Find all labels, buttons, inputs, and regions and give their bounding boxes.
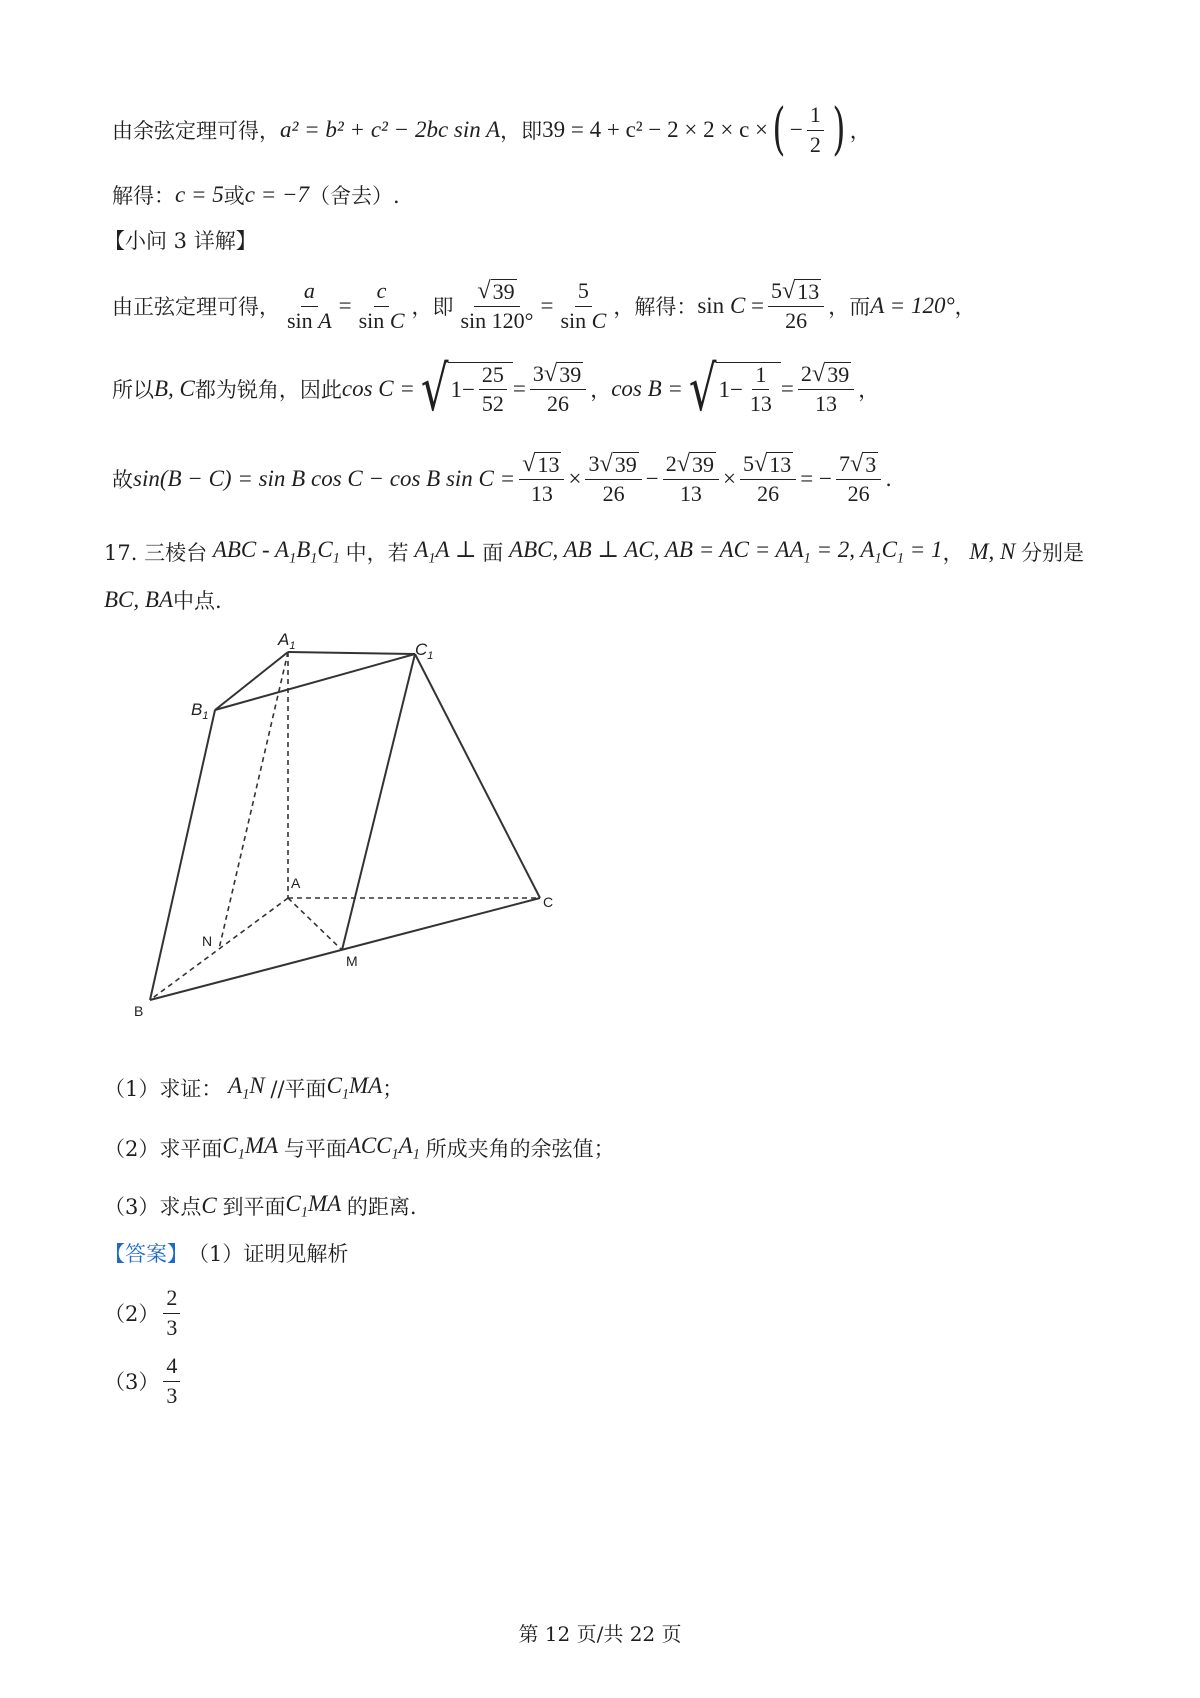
solve-line xyxy=(112,180,1140,210)
cos-intro: 所以 xyxy=(112,378,154,402)
label-A: A xyxy=(291,875,301,891)
edge-A1-N xyxy=(219,652,288,949)
page-footer: 第 12 页/共 22 页 xyxy=(518,1622,682,1646)
cosine-end: ， xyxy=(849,119,871,143)
solve-c2: c = −7 xyxy=(244,182,309,207)
cos-sep: ， xyxy=(590,378,612,402)
sine-jiede: ，解得： xyxy=(613,295,698,319)
edge-A-B xyxy=(150,898,288,1000)
cos-values-line: 所以 B, C 都为锐角，因此 cos C = √ 1− $\frac{25}{52}$ = 3 √ 39 26 ， cos B = √ 1− $\frac{1}{13}$ = 2 √ 39 13 ， xyxy=(112,352,880,425)
cosC-label: cos C = xyxy=(341,376,415,401)
p17-if: 中，若 xyxy=(345,541,409,565)
neg-half-fraction: $\frac{1}{2}$ xyxy=(807,103,824,156)
q2-prefix: （2）求平面 xyxy=(104,1137,223,1161)
label-C1: $C_1$ xyxy=(415,640,434,662)
p17-comma: ， xyxy=(942,541,964,565)
edge-A1-B1 xyxy=(215,652,288,710)
question-3: （3）求点 C 到平面 $C_1MA$ 的距离. xyxy=(104,1190,417,1221)
q2-end: 所成夹角的余弦值； xyxy=(425,1137,615,1161)
p17-intro: 17. 三棱台 xyxy=(104,541,208,565)
sine-ji: ，即 xyxy=(411,295,454,319)
cosB-label: cos B = xyxy=(611,376,683,401)
p17-midpoints: 中点. xyxy=(173,589,222,613)
edge-A1-C1 xyxy=(288,652,415,654)
cos-acute: 都为锐角，因此 xyxy=(194,378,342,402)
label-B1: $B_1$ xyxy=(191,700,209,722)
solve-label: 解得： xyxy=(112,184,175,208)
solve-c1: c = 5 xyxy=(175,182,224,207)
edge-B-C xyxy=(150,898,540,1000)
solve-or: 或 xyxy=(223,184,245,208)
label-C: C xyxy=(543,894,554,910)
edge-B1-C1 xyxy=(215,654,415,710)
angle-A-value: A = 120° xyxy=(870,293,955,318)
answer-3-fraction: $\frac{4}{3}$ xyxy=(163,1354,180,1407)
q1-prefix: （1）求证： xyxy=(104,1077,223,1101)
answer-3-label: （3） xyxy=(104,1370,160,1394)
cosine-then: ，即 xyxy=(500,119,543,143)
part3-header xyxy=(104,226,1140,254)
q1-mid: //平面 xyxy=(270,1077,327,1101)
cosine-formula: a² = b² + c² − 2bc sin A xyxy=(280,117,501,142)
solve-drop: （舍去）. xyxy=(308,184,400,208)
sine-law-line: 由正弦定理可得， $\frac{a}{\text{sin A}}$ = $\frac{c}{\text{sin C}}$ ，即 √ 39 sin 120° = $\frac{5}{\text{sin C}}$ ，解得： sin C = 5 √ 13 26 ，而 A = 120° ， xyxy=(112,276,976,333)
edge-A-M xyxy=(288,898,342,950)
answer-1-text: （1）证明见解析 xyxy=(188,1242,349,1266)
p17-plane: 面 xyxy=(482,541,504,565)
q2-mid: 与平面 xyxy=(283,1137,347,1161)
label-M: M xyxy=(346,953,358,969)
answer-2-fraction: $\frac{2}{3}$ xyxy=(163,1286,180,1339)
edge-C1-C xyxy=(415,654,540,898)
problem17-line1: 17. 三棱台 ABC - $A_1B_1C_1$ 中，若 $A_1A$ ⊥ 面 ABC, AB ⊥ AC, AB = AC = $AA_1 = 2$, $A_1C_1 = 1$ ， M, N 分别是 xyxy=(104,536,1085,567)
part3-header-text: 【小问 3 详解】 xyxy=(104,229,257,253)
cos-bc: B, C xyxy=(154,376,195,401)
cos-end: ， xyxy=(858,378,880,402)
sin-expr: sin(B − C) = sin B cos C − cos B sin C = xyxy=(133,466,516,491)
sine-intro: 由正弦定理可得， xyxy=(112,295,280,319)
answer-3 xyxy=(104,1348,1140,1414)
cosine-intro: 由余弦定理可得， xyxy=(112,119,280,143)
p17-bc-ba: BC, BA xyxy=(104,587,173,612)
answer-tag: 【答案】 xyxy=(104,1242,188,1266)
cosine-law-line: 由余弦定理可得， a² = b² + c² − 2bc sin A ，即 39 = 4 + c² − 2 × 2 × c × ( − $\frac{1}{2}$ ) ， xyxy=(112,97,871,162)
q3-prefix: （3）求点 xyxy=(104,1195,202,1219)
edge-C1-M xyxy=(342,654,415,950)
answer-2 xyxy=(104,1280,1140,1346)
q3-end: 的距离. xyxy=(346,1195,417,1219)
problem17-line2 xyxy=(104,584,1140,616)
label-N: N xyxy=(202,933,213,949)
edge-B1-B xyxy=(150,710,215,1000)
question-2: （2）求平面 $C_1MA$ 与平面 $ACC_1A_1$ 所成夹角的余弦值； xyxy=(104,1132,615,1163)
sin-end: . xyxy=(885,467,892,491)
p17-resp: 分别是 xyxy=(1021,541,1085,565)
label-B: B xyxy=(134,1003,144,1019)
sine-end: ， xyxy=(954,295,976,319)
q1-end: ； xyxy=(382,1077,404,1101)
cosine-substitution: 39 = 4 + c² − 2 × 2 × c × xyxy=(542,117,769,142)
answer-2-label: （2） xyxy=(104,1302,160,1326)
sine-er: ，而 xyxy=(828,295,871,319)
answer-1 xyxy=(104,1238,1140,1268)
sin-intro: 故 xyxy=(112,468,133,492)
label-A1: $A_1$ xyxy=(278,630,296,652)
q3-mid: 到平面 xyxy=(222,1195,286,1219)
question-1: （1）求证： $A_1N$ //平面 $C_1MA$ ； xyxy=(104,1072,404,1103)
sin-difference-line: 故 sin(B − C) = sin B cos C − cos B sin C = √ 13 13 × 3 √ 39 26 − 2 √ 39 13 × 5 √ 13 26 = − 7 √ 3 26 . xyxy=(112,449,892,506)
